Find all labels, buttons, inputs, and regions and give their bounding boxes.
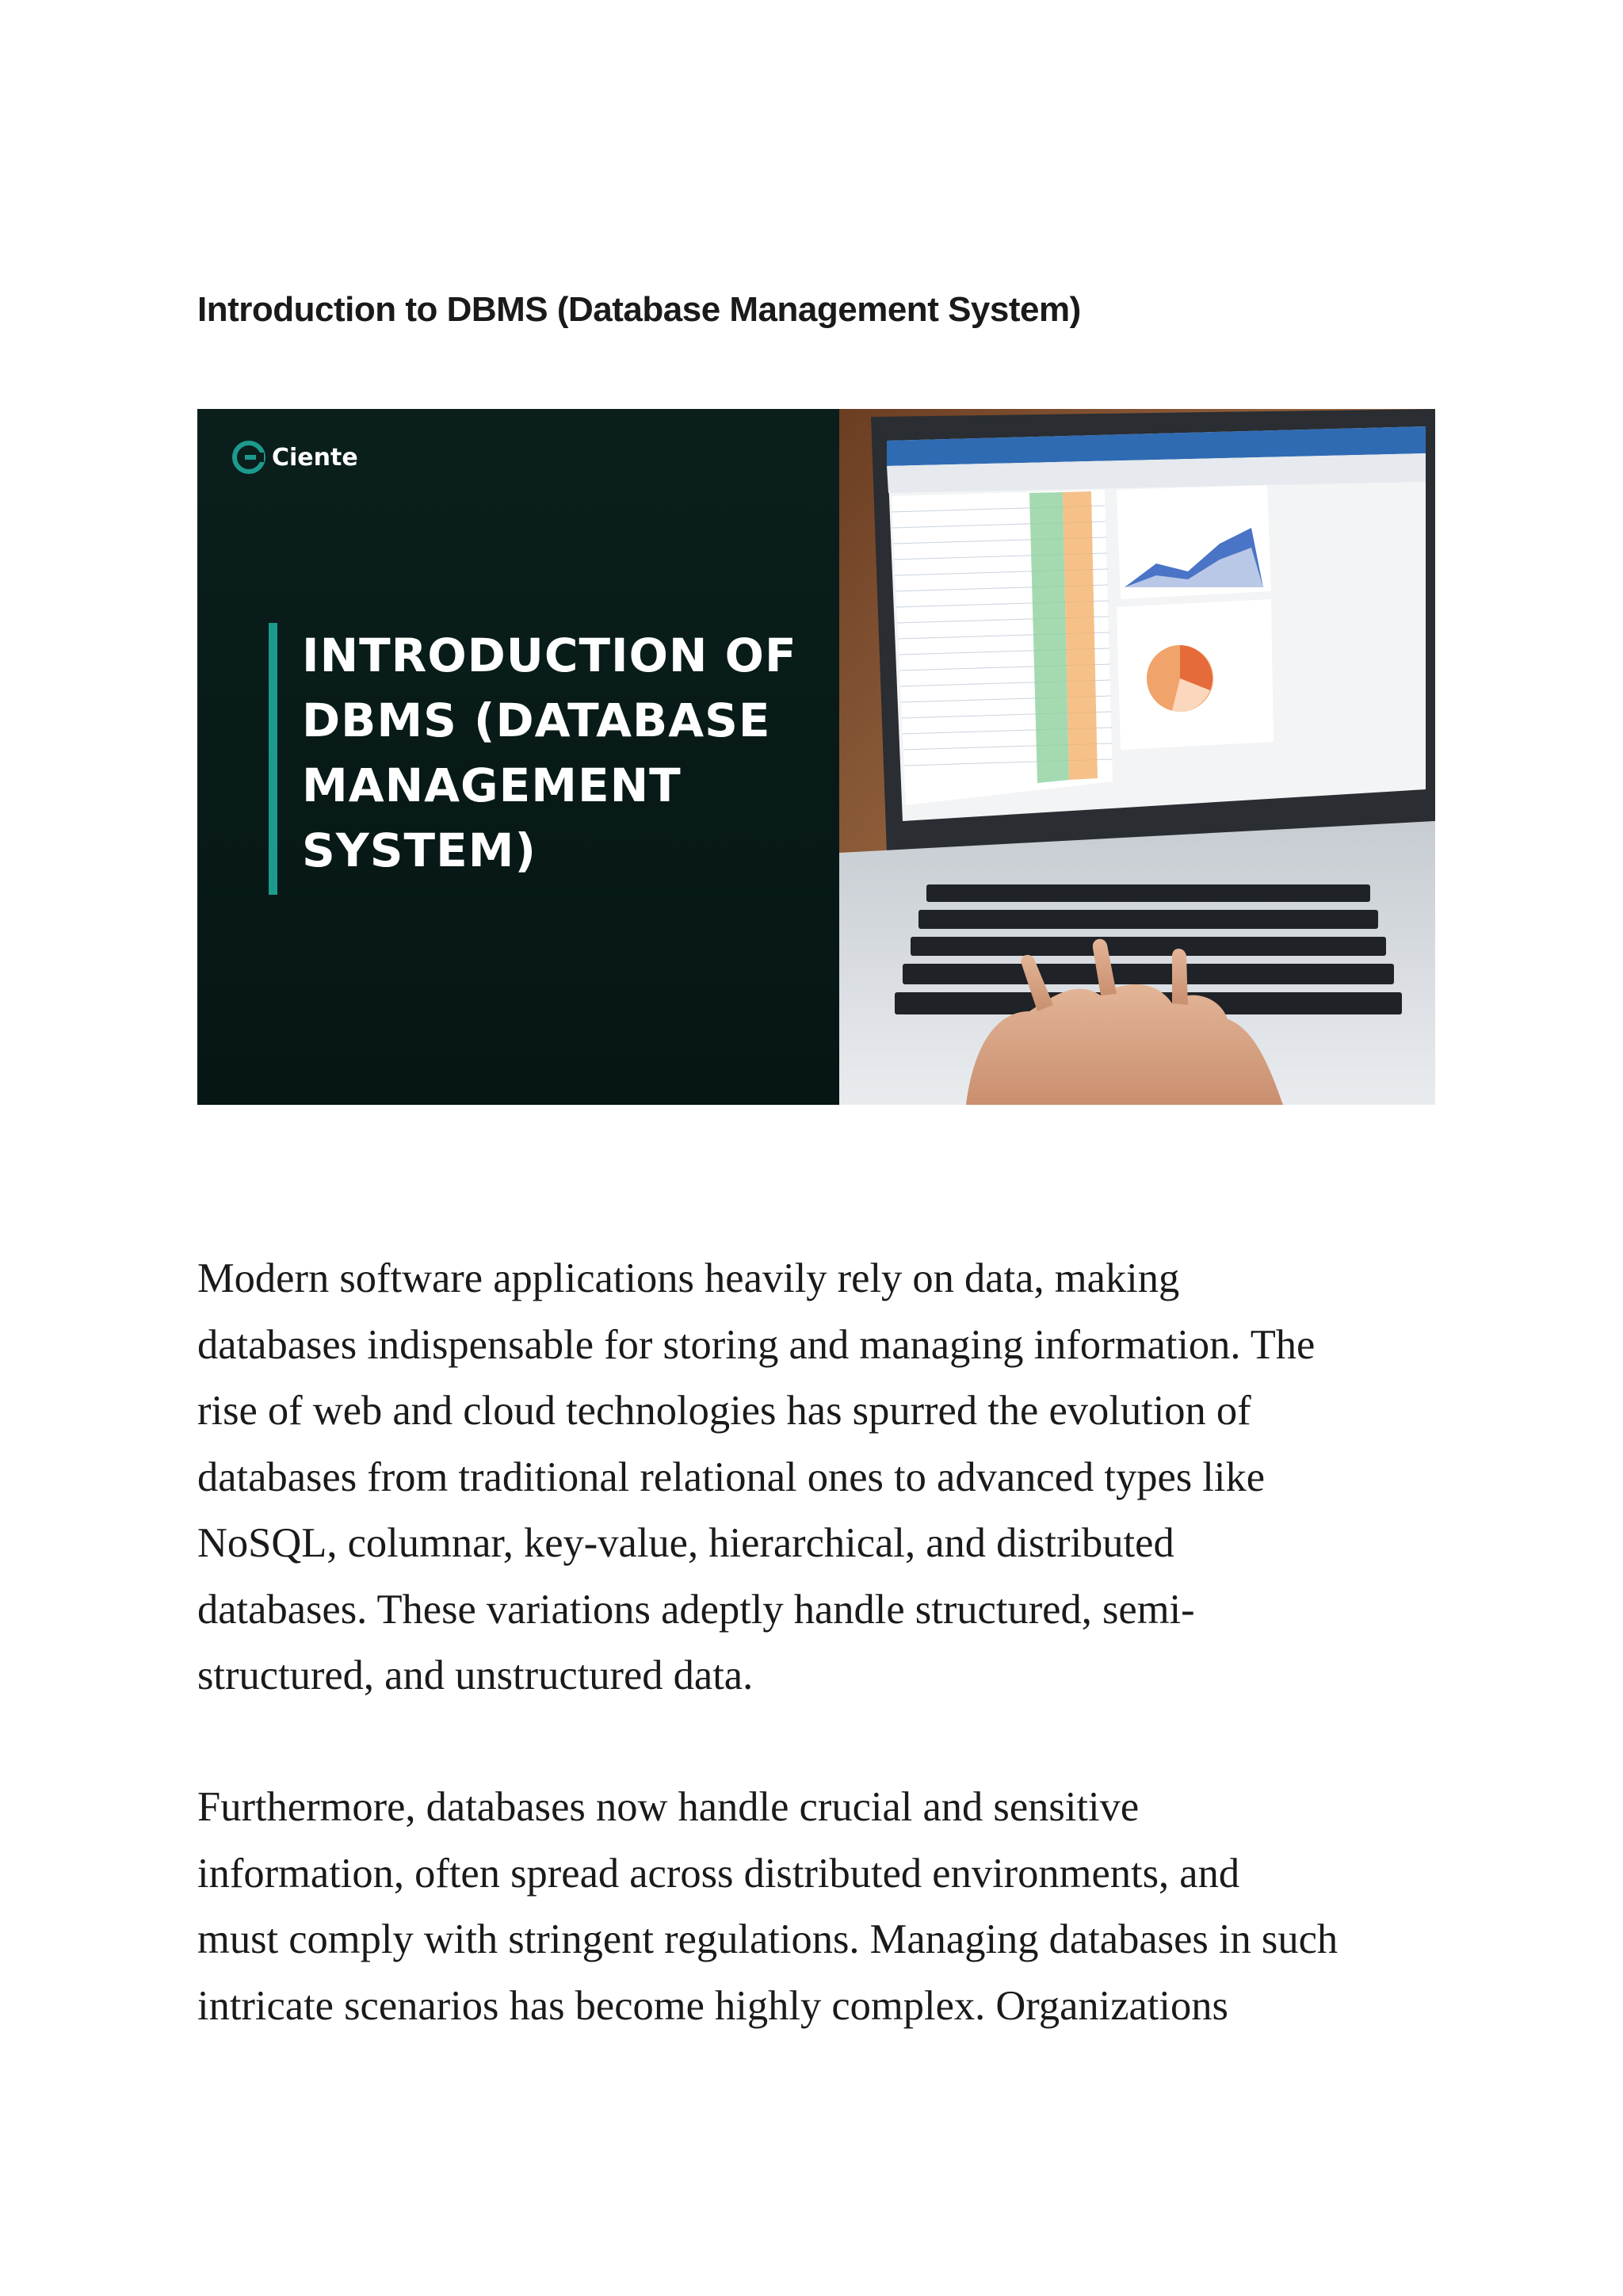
paragraph-line: must comply with stringent regulations. Managing databases in such: [197, 1916, 1338, 1962]
paragraph-line: databases. These variations adeptly handle structured, semi-: [197, 1586, 1195, 1633]
laptop-spreadsheet-photo: [839, 409, 1435, 1105]
banner-text-panel: [197, 409, 839, 1105]
paragraph-line: databases indispensable for storing and managing information. The: [197, 1321, 1316, 1368]
paragraph-line: NoSQL, columnar, key-value, hierarchical, and distributed: [197, 1520, 1174, 1566]
article-banner-image: [197, 409, 1435, 1105]
paragraph-line: Furthermore, databases now handle crucial and sensitive: [197, 1784, 1140, 1830]
paragraph-line: intricate scenarios has become highly complex. Organizations: [197, 1982, 1228, 2029]
banner-heading: INTRODUCTION OF DBMS (DATABASE MANAGEMENT SYSTEM): [302, 628, 797, 877]
document-title: Introduction to DBMS (Database Management System): [197, 290, 1081, 329]
accent-bar: [269, 623, 277, 895]
brand-logo-text: Ciente: [272, 443, 358, 472]
ciente-logo-icon: [232, 441, 265, 474]
paragraph-line: structured, and unstructured data.: [197, 1652, 754, 1698]
paragraph-line: Modern software applications heavily rely on data, making: [197, 1255, 1180, 1301]
paragraph-line: information, often spread across distributed environments, and: [197, 1850, 1240, 1897]
brand-logo: [232, 441, 358, 474]
paragraph-1: [197, 1246, 1449, 1710]
paragraph-2: [197, 1775, 1449, 2039]
paragraph-line: rise of web and cloud technologies has spurred the evolution of: [197, 1388, 1251, 1434]
paragraph-line: databases from traditional relational ones to advanced types like: [197, 1454, 1266, 1500]
